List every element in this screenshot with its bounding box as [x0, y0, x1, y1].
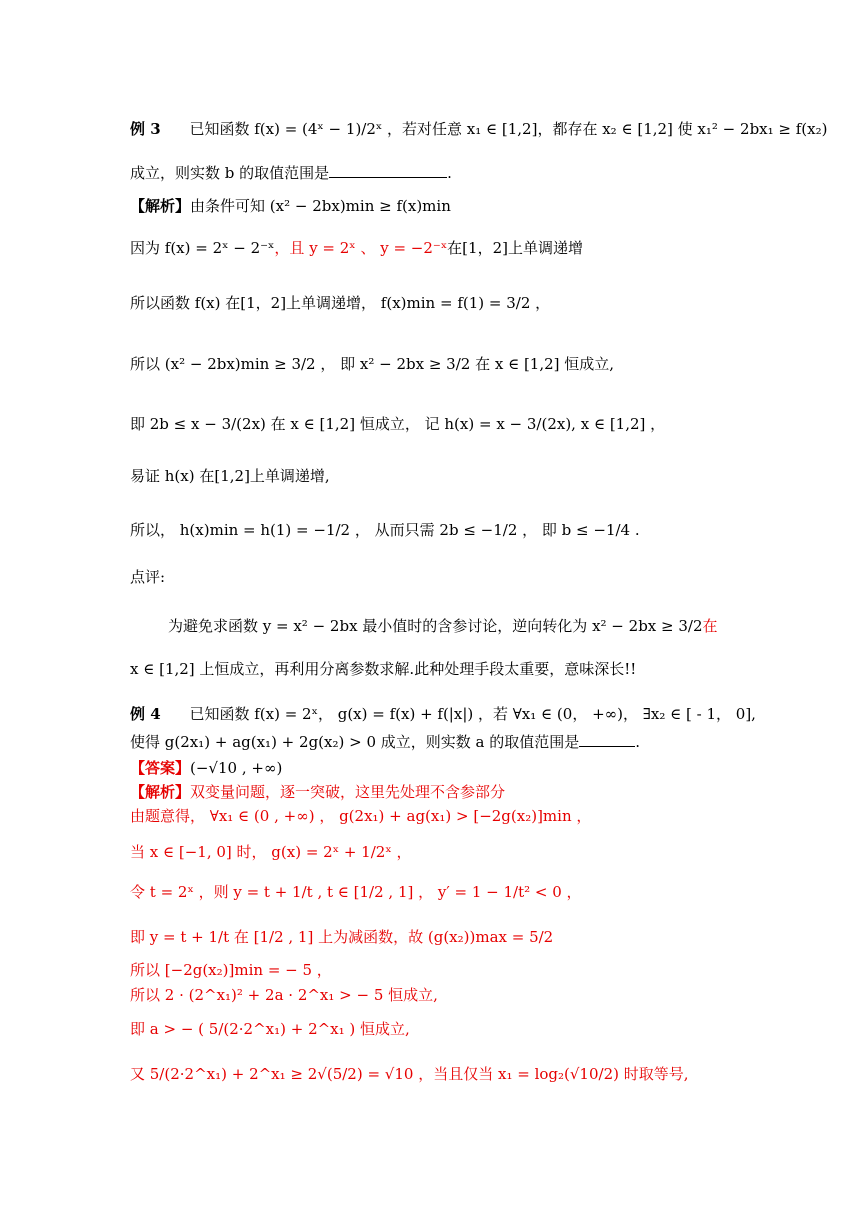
ex3-comment-label: 点评:	[130, 568, 166, 586]
ex3-statement-text: 已知函数 f(x) = (4ˣ − 1)/2ˣ ，若对任意 x₁ ∈ [1,2]，都存在 x₂ ∈ [1,2] 使 x₁² − 2bx₁ ≥ f(x₂)	[189, 120, 828, 138]
ex3-solution-line2	[130, 236, 583, 260]
ex3-solution-line5: 即 2b ≤ x − 3/(2x) 在 x ∈ [1,2] 恒成立， 记 h(x) = x − 3/(2x), x ∈ [1,2] ，	[130, 415, 666, 433]
ex4-solution-line1	[130, 780, 505, 804]
ex3-solution-line1	[130, 194, 451, 218]
ex4-solution-line3: 当 x ∈ [−1, 0] 时， g(x) = 2ˣ + 1/2ˣ ，	[130, 843, 412, 861]
ex3-solution-line7: 所以， h(x)min = h(1) = −1/2 ， 从而只需 2b ≤ −1/2 ， 即 b ≤ −1/4 .	[130, 521, 640, 539]
ex4-solution-line2: 由题意得， ∀x₁ ∈ (0 , +∞) ， g(2x₁) + ag(x₁) > [−2g(x₂)]min ，	[130, 807, 592, 825]
ex3-comment-text1a: 为避免求函数 y = x² − 2bx 最小值时的含参讨论，逆向转化为 x² − 2bx ≥ 3/2	[168, 617, 703, 635]
ex4-statement-text2: 使得 g(2x₁) + ag(x₁) + 2g(x₂) > 0 成立，则实数 a 的取值范围是	[130, 733, 580, 751]
ex3-statement-line2	[130, 161, 452, 185]
ex4-answer-label: 【答案】	[130, 759, 191, 777]
ex4-solution-line6: 所以 [−2g(x₂)]min = − 5 ，	[130, 961, 332, 979]
ex3-solution-text2a: 因为 f(x) = 2ˣ − 2⁻ˣ	[130, 239, 275, 257]
ex4-statement-line1	[130, 702, 756, 726]
ex4-solution-line4: 令 t = 2ˣ ，则 y = t + 1/t , t ∈ [1/2 , 1] ， y′ = 1 − 1/t² < 0 ，	[130, 883, 582, 901]
ex3-period: .	[447, 164, 452, 182]
ex4-answer-line	[130, 756, 282, 780]
ex4-statement-line2	[130, 730, 640, 754]
ex4-answer-value: (−√10 , +∞)	[190, 759, 283, 777]
ex3-solution-text1: 由条件可知 (x² − 2bx)min ≥ f(x)min	[190, 197, 451, 215]
ex4-solution-label: 【解析】	[130, 783, 191, 801]
ex3-solution-text2b: ，且 y = 2ˣ 、 y = −2⁻ˣ	[274, 239, 448, 257]
ex3-comment-line1	[168, 614, 718, 638]
ex3-label: 例 3	[130, 120, 161, 138]
ex4-period: .	[635, 733, 641, 751]
ex3-solution-label: 【解析】	[130, 197, 191, 215]
ex3-solution-line3: 所以函数 f(x) 在[1，2]上单调递增， f(x)min = f(1) = 3/2 ，	[130, 294, 551, 312]
ex4-label: 例 4	[130, 705, 161, 723]
ex3-comment-line2: x ∈ [1,2] 上恒成立，再利用分离参数求解.此种处理手段太重要，意味深长!!	[130, 660, 637, 678]
ex4-solution-line7: 所以 2 · (2^x₁)² + 2a · 2^x₁ > − 5 恒成立,	[130, 986, 438, 1004]
ex3-solution-line4: 所以 (x² − 2bx)min ≥ 3/2 ， 即 x² − 2bx ≥ 3/2 在 x ∈ [1,2] 恒成立,	[130, 355, 615, 373]
ex4-solution-line9: 又 5/(2·2^x₁) + 2^x₁ ≥ 2√(5/2) = √10 ，当且仅当 x₁ = log₂(√10/2) 时取等号,	[130, 1065, 689, 1083]
answer-blank	[329, 163, 447, 178]
ex4-solution-line8: 即 a > − ( 5/(2·2^x₁) + 2^x₁ ) 恒成立,	[130, 1020, 410, 1038]
ex4-solution-line5: 即 y = t + 1/t 在 [1/2 , 1] 上为减函数，故 (g(x₂))max = 5/2	[130, 928, 554, 946]
ex3-comment-text1b: 在	[702, 617, 718, 635]
ex3-solution-text2c: 在[1，2]上单调递增	[447, 239, 583, 257]
answer-blank	[579, 732, 635, 747]
ex3-solution-line6: 易证 h(x) 在[1,2]上单调递增,	[130, 467, 330, 485]
ex4-statement-text: 已知函数 f(x) = 2ˣ， g(x) = f(x) + f(|x|) ，若 ∀x₁ ∈ (0， +∞)， ∃x₂ ∈ [ - 1， 0],	[189, 705, 756, 723]
ex4-solution-text1: 双变量问题，逐一突破，这里先处理不含参部分	[190, 783, 506, 801]
ex3-statement-line1	[130, 117, 827, 141]
ex3-statement-text2: 成立，则实数 b 的取值范围是	[130, 164, 330, 182]
